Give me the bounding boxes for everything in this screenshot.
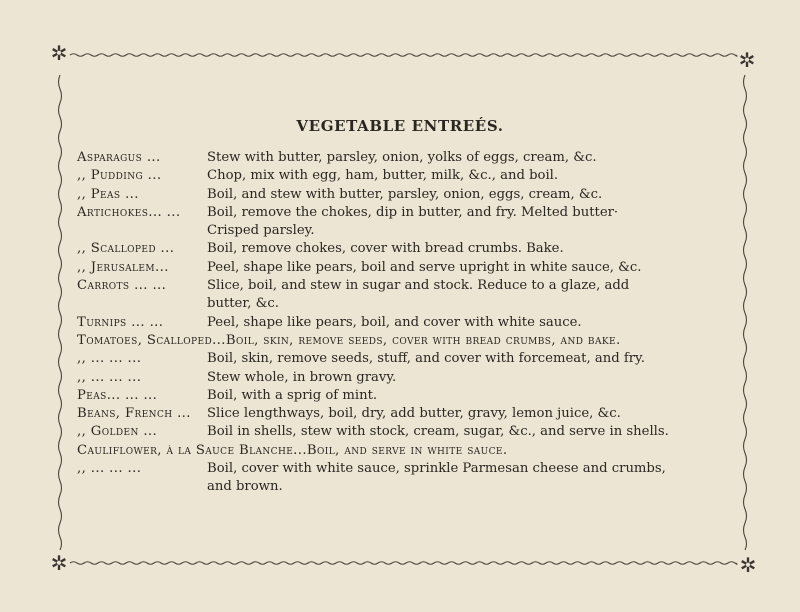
entry-text: Peel, shape like pears, boil, and cover with white sauce.	[207, 314, 582, 330]
entry-label: ,, Scalloped ...	[77, 241, 175, 257]
entry-text: Boil, and stew with butter, parsley, onion, eggs, cream, &c.	[207, 186, 603, 202]
entry-label: ,, ... ... ...	[77, 461, 142, 477]
entry-label: ,, Peas ...	[77, 186, 139, 202]
entry-label: Carrots ... ...	[77, 278, 167, 294]
entry-text: Slice, boil, and stew in sugar and stock. Reduce to a glaze, add	[207, 278, 630, 294]
entry-text	[621, 332, 727, 350]
list-item	[77, 295, 727, 313]
page-title: VEGETABLE ENTREÉS.	[296, 117, 504, 135]
list-item	[77, 240, 727, 258]
border-left	[59, 75, 62, 550]
corner-ornament-bottom-left: ✲	[50, 551, 68, 575]
list-item	[77, 460, 727, 478]
list-item	[77, 277, 727, 295]
entry-label: ,, Golden ...	[77, 424, 158, 440]
entry-label: ,, ... ... ...	[77, 351, 142, 367]
entry-text: Boil, remove chokes, cover with bread crumbs. Bake.	[207, 241, 564, 257]
entry-text: Slice lengthways, boil, dry, add butter, gravy, lemon juice, &c.	[207, 406, 621, 422]
entry-text: and brown.	[207, 479, 283, 495]
list-item	[77, 259, 727, 277]
list-item	[77, 478, 727, 496]
list-item	[77, 350, 727, 368]
list-item	[77, 204, 727, 222]
entry-label: ,, ... ... ...	[77, 369, 142, 385]
list-item	[77, 222, 727, 240]
entry-text: Stew whole, in brown gravy.	[207, 369, 397, 385]
list-item	[77, 387, 727, 405]
entry-text: Boil, cover with white sauce, sprinkle Parmesan cheese and crumbs,	[207, 461, 666, 477]
entry-label: Turnips ... ...	[77, 314, 164, 330]
entry-text: Boil, skin, remove seeds, stuff, and cover with forcemeat, and fry.	[207, 351, 645, 367]
entry-text: Boil in shells, stew with stock, cream, sugar, &c., and serve in shells.	[207, 424, 669, 440]
entry-text: Stew with butter, parsley, onion, yolks of eggs, cream, &c.	[207, 150, 597, 165]
entry-label: Asparagus ...	[77, 150, 161, 165]
list-item	[77, 423, 727, 441]
list-item	[77, 314, 727, 332]
list-item	[77, 442, 727, 460]
entry-label: ,, Pudding ...	[77, 168, 162, 184]
entries-list	[77, 149, 727, 497]
entry-label: Tomatoes, Scalloped...Boil, skin, remove seeds, cover with bread crumbs, and bake.	[77, 332, 621, 348]
corner-ornament-top-right: ✲	[738, 48, 756, 72]
list-item	[77, 405, 727, 423]
entry-text: Crisped parsley.	[207, 223, 315, 239]
entry-text: butter, &c.	[207, 296, 279, 312]
entry-label: ,, Jerusalem...	[77, 259, 169, 275]
list-item	[77, 332, 727, 350]
list-item	[77, 186, 727, 204]
entry-label	[77, 222, 207, 240]
corner-ornament-bottom-right: ✲	[739, 553, 757, 577]
entry-label: Artichokes... ...	[77, 204, 181, 220]
border-right	[744, 75, 747, 550]
corner-ornament-top-left: ✲	[50, 41, 68, 65]
entry-label	[77, 295, 207, 313]
entry-text: Boil, with a sprig of mint.	[207, 387, 378, 403]
entry-label	[77, 478, 207, 496]
entry-label: Peas... ... ...	[77, 387, 158, 403]
entry-text: Boil, remove the chokes, dip in butter, and fry. Melted butter·	[207, 204, 619, 220]
entry-label: Beans, French ...	[77, 406, 191, 422]
entry-text: Chop, mix with egg, ham, butter, milk, &c., and boil.	[207, 168, 559, 184]
list-item	[77, 149, 727, 167]
list-item	[77, 167, 727, 185]
entry-label: Cauliflower, à la Sauce Blanche...Boil, and serve in white sauce.	[77, 442, 508, 458]
entry-text: Peel, shape like pears, boil and serve upright in white sauce, &c.	[207, 259, 642, 275]
entry-text	[508, 442, 728, 460]
list-item	[77, 369, 727, 387]
border-bottom	[70, 562, 737, 565]
border-top	[70, 54, 737, 57]
